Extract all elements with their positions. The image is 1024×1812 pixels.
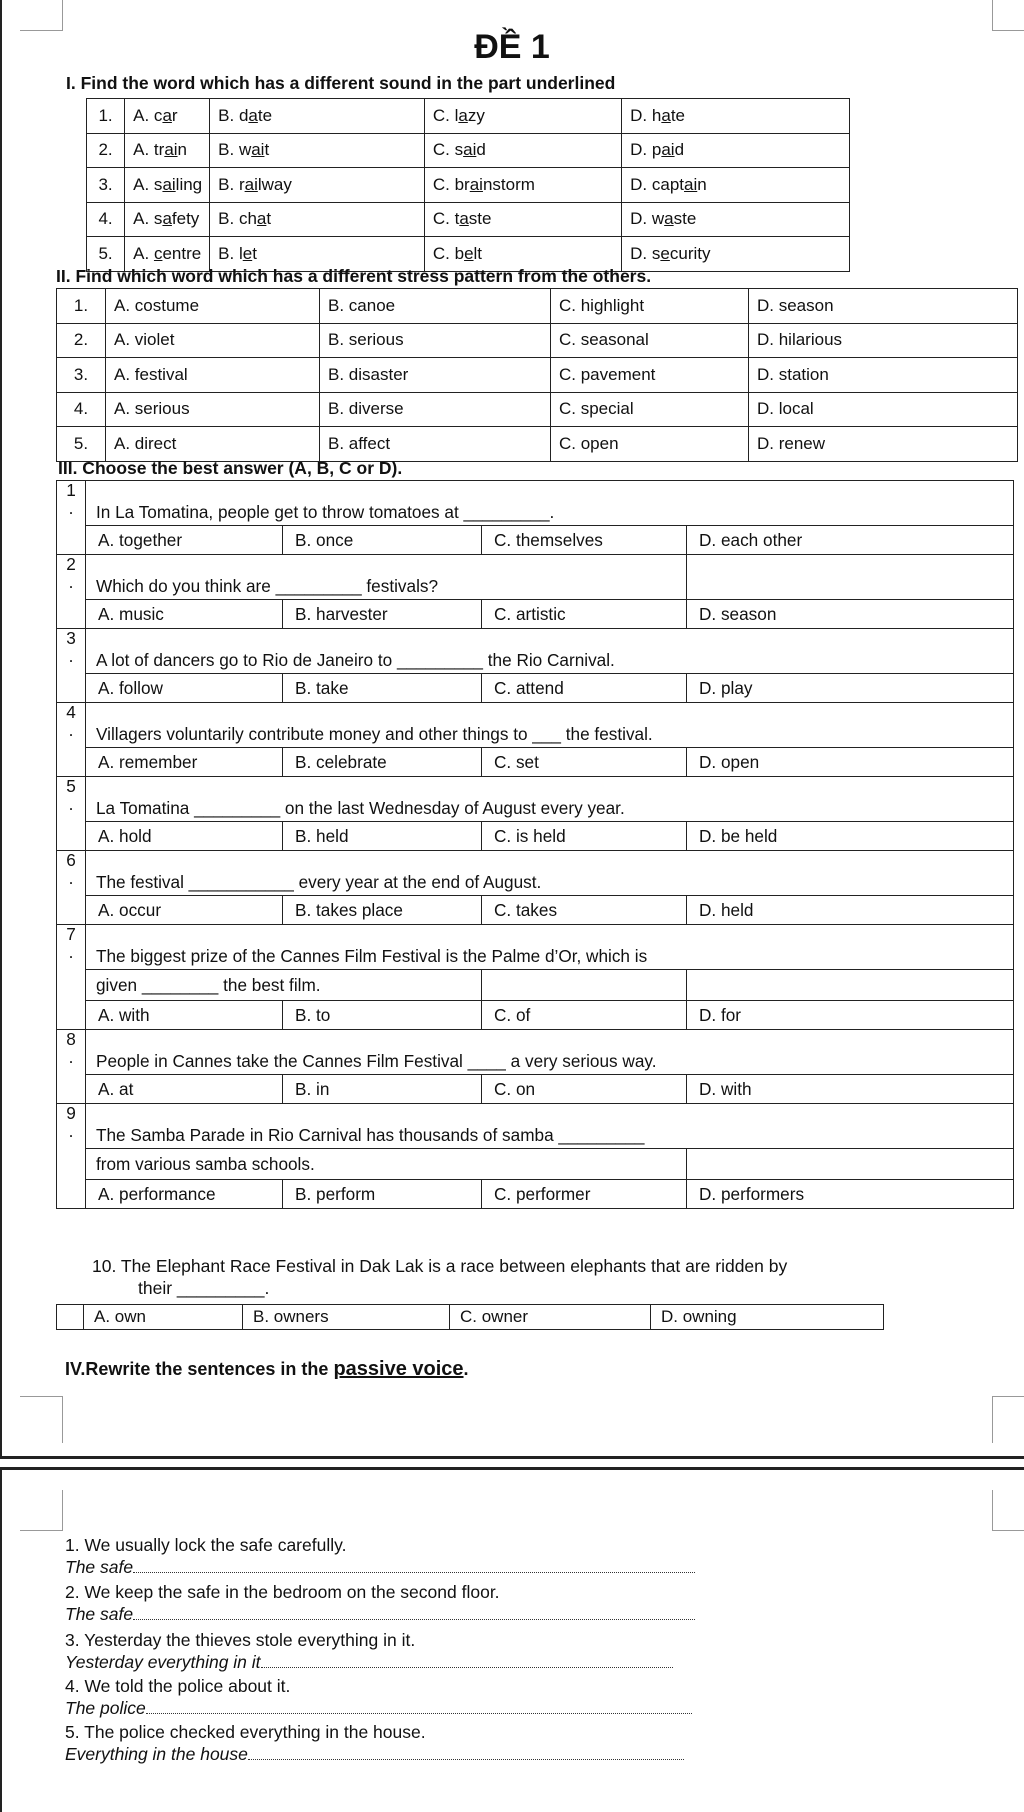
option-c: C. seasonal: [551, 323, 749, 358]
question-10-options: [56, 1304, 884, 1330]
option-b: B. to: [283, 1001, 482, 1030]
question-text: The Samba Parade in Rio Carnival has thousands of samba _________: [86, 1104, 1014, 1149]
number-dot: .: [68, 720, 74, 740]
question-row: [57, 851, 1014, 896]
option-c: C. special: [551, 392, 749, 427]
heading-text: IV.Rewrite the sentences in the: [65, 1359, 334, 1379]
rewrite-sentence: 4. We told the police about it.: [65, 1676, 291, 1696]
option-d: D. station: [749, 358, 1018, 393]
option-a: A. train: [125, 133, 210, 168]
option-b: B. chat: [210, 202, 425, 237]
question-row: [57, 925, 1014, 970]
number-digit: 9: [66, 1103, 76, 1123]
crop-mark: [992, 1490, 1024, 1531]
heading-period: .: [463, 1359, 469, 1379]
question-number: [57, 1104, 86, 1209]
underlined-part: ai: [244, 174, 258, 194]
option-d: D. security: [622, 237, 850, 272]
section3-heading: III. Choose the best answer (A, B, C or D).: [58, 458, 403, 478]
question-number: [57, 481, 86, 555]
option-d: D. owning: [651, 1305, 884, 1330]
underlined-part: ai: [469, 174, 483, 194]
option-c: C. takes: [482, 896, 687, 925]
question-text: Which do you think are _________ festivals?: [86, 555, 687, 600]
rewrite-sentence: 2. We keep the safe in the bedroom on the second floor.: [65, 1582, 500, 1602]
number-dot: .: [68, 498, 74, 518]
option-b: B. once: [283, 526, 482, 555]
question-text: In La Tomatina, people get to throw tomatoes at _________.: [86, 481, 1014, 526]
number-digit: 6: [66, 850, 76, 870]
answer-row: [57, 674, 1014, 703]
page-title: ĐỀ 1: [474, 28, 550, 66]
option-a: A. hold: [86, 822, 283, 851]
number-digit: 7: [66, 924, 76, 944]
page-left-border: [0, 1470, 2, 1812]
row-number: 4.: [87, 202, 125, 237]
table-row: [57, 358, 1018, 393]
rewrite-answer-line: [65, 1557, 695, 1578]
option-c: C. lazy: [424, 99, 621, 134]
crop-mark: [20, 1396, 63, 1443]
rewrite-sentence: 1. We usually lock the safe carefully.: [65, 1535, 347, 1555]
number-digit: 2: [66, 554, 76, 574]
option-b: B. take: [283, 674, 482, 703]
option-d: D. renew: [749, 427, 1018, 462]
question-text: their _________.: [138, 1278, 270, 1298]
rewrite-sentence: 5. The police checked everything in the house.: [65, 1722, 426, 1742]
answer-start: The safe: [65, 1557, 134, 1577]
row-number: 2.: [87, 133, 125, 168]
rewrite-answer-line: [65, 1744, 684, 1765]
option-d: D. season: [687, 600, 1014, 629]
crop-mark: [992, 0, 1024, 31]
question-row: [57, 1030, 1014, 1075]
option-a: A. sailing: [125, 168, 210, 203]
option-b: B. let: [210, 237, 425, 272]
option-a: A. music: [86, 600, 283, 629]
option-a: A. with: [86, 1001, 283, 1030]
question-row: [57, 970, 1014, 1001]
answer-start: Everything in the house: [65, 1744, 248, 1764]
answer-row: [57, 1180, 1014, 1209]
option-d: D. be held: [687, 822, 1014, 851]
answer-start: Yesterday everything in it: [65, 1652, 261, 1672]
number-dot: .: [68, 868, 74, 888]
option-c: C. performer: [482, 1180, 687, 1209]
question-text: Villagers voluntarily contribute money and other things to ___ the festival.: [86, 703, 1014, 748]
option-b: B. affect: [320, 427, 551, 462]
question-text: from various samba schools.: [86, 1149, 687, 1180]
option-d: D. waste: [622, 202, 850, 237]
table-row: [87, 99, 850, 134]
answer-row: [57, 1075, 1014, 1104]
number-dot: .: [68, 646, 74, 666]
underlined-part: a: [661, 105, 671, 125]
option-b: B. railway: [210, 168, 425, 203]
option-a: A. own: [84, 1305, 243, 1330]
option-d: D. open: [687, 748, 1014, 777]
underlined-part: a: [458, 105, 468, 125]
option-d: D. season: [749, 289, 1018, 324]
empty-cell: [482, 970, 687, 1001]
row-number: 3.: [57, 358, 106, 393]
option-c: C. on: [482, 1075, 687, 1104]
row-number: 2.: [57, 323, 106, 358]
crop-mark: [992, 1396, 1024, 1443]
rewrite-answer-line: [65, 1604, 695, 1625]
question-row: [57, 629, 1014, 674]
underlined-part: c: [153, 243, 163, 263]
option-d: D. performers: [687, 1180, 1014, 1209]
option-b: B. wait: [210, 133, 425, 168]
underlined-part: ai: [251, 140, 265, 160]
option-a: A. serious: [106, 392, 320, 427]
question-text: A lot of dancers go to Rio de Janeiro to _________ the Rio Carnival.: [86, 629, 1014, 674]
question-text: given ________ the best film.: [86, 970, 482, 1001]
rewrite-answer-line: [65, 1698, 692, 1719]
option-a: A. violet: [106, 323, 320, 358]
table-row: [87, 168, 850, 203]
option-a: A. together: [86, 526, 283, 555]
stress-table: [56, 288, 1018, 462]
table-row: [57, 392, 1018, 427]
option-d: D. hilarious: [749, 323, 1018, 358]
underlined-part: a: [256, 209, 267, 229]
number-dot: .: [68, 942, 74, 962]
option-b: B. canoe: [320, 289, 551, 324]
section1-heading: I. Find the word which has a different sound in the part underlined: [66, 73, 616, 93]
empty-cell: [687, 970, 1014, 1001]
rewrite-sentence: 3. Yesterday the thieves stole everything in it.: [65, 1630, 416, 1650]
table-row: [57, 289, 1018, 324]
section2-heading: II. Find which word which has a different stress pattern from the others.: [56, 266, 652, 286]
answer-row: [57, 748, 1014, 777]
option-c: C. said: [424, 133, 621, 168]
option-d: D. with: [687, 1075, 1014, 1104]
option-a: A. festival: [106, 358, 320, 393]
row-number: 1.: [87, 99, 125, 134]
rewrite-answer-line: [65, 1652, 673, 1673]
answer-blank: [146, 1699, 692, 1714]
option-c: C. attend: [482, 674, 687, 703]
answer-row: [57, 822, 1014, 851]
question-number: [57, 555, 86, 629]
underlined-part: a: [162, 209, 172, 229]
option-a: A. costume: [106, 289, 320, 324]
option-a: A. occur: [86, 896, 283, 925]
option-d: D. play: [687, 674, 1014, 703]
option-c: C. highlight: [551, 289, 749, 324]
question-row: [57, 481, 1014, 526]
option-c: C. of: [482, 1001, 687, 1030]
question-row: [57, 555, 1014, 600]
question-text: La Tomatina _________ on the last Wednesday of August every year.: [86, 777, 1014, 822]
question-number: [57, 703, 86, 777]
underlined-part: e: [464, 243, 474, 263]
option-c: C. owner: [450, 1305, 651, 1330]
page-left-border: [0, 0, 2, 1456]
row-number: 3.: [87, 168, 125, 203]
option-c: C. themselves: [482, 526, 687, 555]
option-b: B. in: [283, 1075, 482, 1104]
number-digit: 4: [66, 702, 76, 722]
number-digit: 1: [66, 480, 76, 500]
question-row: [57, 1104, 1014, 1149]
page-separator: [0, 1456, 1024, 1470]
underlined-part: ai: [463, 140, 477, 160]
row-number: 4.: [57, 392, 106, 427]
option-b: B. date: [210, 99, 425, 134]
option-a: A. follow: [86, 674, 283, 703]
underlined-part: e: [660, 243, 670, 263]
underlined-part: ai: [684, 174, 698, 194]
answer-blank: [133, 1558, 695, 1573]
sound-table: [86, 98, 850, 272]
underlined-part: ai: [162, 174, 176, 194]
option-a: A. safety: [125, 202, 210, 237]
option-b: B. held: [283, 822, 482, 851]
row-number: 1.: [57, 289, 106, 324]
table-row: [57, 323, 1018, 358]
crop-mark: [20, 0, 63, 31]
question-10: [92, 1255, 787, 1299]
option-c: C. taste: [424, 202, 621, 237]
question-number: [57, 851, 86, 925]
answer-row: [57, 526, 1014, 555]
number-dot: .: [68, 572, 74, 592]
option-d: D. paid: [622, 133, 850, 168]
option-d: D. for: [687, 1001, 1014, 1030]
answer-blank: [248, 1745, 684, 1760]
passive-voice-text: passive voice: [333, 1358, 464, 1380]
answer-row: [57, 1001, 1014, 1030]
blank-cell: [57, 1305, 84, 1330]
table-row: [87, 202, 850, 237]
option-b: B. disaster: [320, 358, 551, 393]
option-d: D. captain: [622, 168, 850, 203]
option-d: D. hate: [622, 99, 850, 134]
table-row: [87, 133, 850, 168]
option-a: A. car: [125, 99, 210, 134]
question-text: 10. The Elephant Race Festival in Dak Lak is a race between elephants that are ridden by: [92, 1256, 788, 1276]
option-c: C. artistic: [482, 600, 687, 629]
underlined-part: a: [162, 105, 172, 125]
question-text: The biggest prize of the Cannes Film Festival is the Palme d’Or, which is: [86, 925, 1014, 970]
option-b: B. owners: [243, 1305, 450, 1330]
option-d: D. local: [749, 392, 1018, 427]
answer-row: [57, 600, 1014, 629]
option-b: B. celebrate: [283, 748, 482, 777]
answer-start: The safe: [65, 1604, 134, 1624]
option-a: A. direct: [106, 427, 320, 462]
option-c: C. brainstorm: [424, 168, 621, 203]
question-number: [57, 1030, 86, 1104]
number-digit: 8: [66, 1029, 76, 1049]
row-number: 5.: [57, 427, 106, 462]
empty-cell: [687, 555, 1014, 600]
option-c: C. is held: [482, 822, 687, 851]
answer-start: The police: [65, 1698, 146, 1718]
option-c: C. pavement: [551, 358, 749, 393]
answer-row: [57, 896, 1014, 925]
question-text: People in Cannes take the Cannes Film Festival ____ a very serious way.: [86, 1030, 1014, 1075]
empty-cell: [687, 1149, 1014, 1180]
answer-blank: [261, 1653, 673, 1668]
crop-mark: [20, 1490, 63, 1531]
option-a: A. centre: [125, 237, 210, 272]
number-dot: .: [68, 1121, 74, 1141]
choice-table: [56, 480, 1014, 1209]
option-b: B. diverse: [320, 392, 551, 427]
question-row: [57, 703, 1014, 748]
option-b: B. serious: [320, 323, 551, 358]
question-number: [57, 777, 86, 851]
underlined-part: ai: [164, 140, 178, 160]
underlined-part: ai: [661, 140, 675, 160]
option-b: B. harvester: [283, 600, 482, 629]
question-row: [57, 1149, 1014, 1180]
answer-blank: [133, 1605, 695, 1620]
question-text: The festival ___________ every year at the end of August.: [86, 851, 1014, 896]
question-row: [57, 777, 1014, 822]
option-b: B. perform: [283, 1180, 482, 1209]
section4-heading: [65, 1358, 469, 1381]
underlined-part: a: [664, 209, 674, 229]
option-c: C. set: [482, 748, 687, 777]
option-b: B. takes place: [283, 896, 482, 925]
option-c: C. belt: [424, 237, 621, 272]
underlined-part: a: [248, 105, 258, 125]
underlined-part: a: [459, 209, 469, 229]
number-dot: .: [68, 794, 74, 814]
option-a: A. performance: [86, 1180, 283, 1209]
option-a: A. at: [86, 1075, 283, 1104]
number-digit: 3: [66, 628, 76, 648]
number-digit: 5: [66, 776, 76, 796]
option-c: C. open: [551, 427, 749, 462]
question-number: [57, 925, 86, 1030]
number-dot: .: [68, 1047, 74, 1067]
option-a: A. remember: [86, 748, 283, 777]
option-d: D. held: [687, 896, 1014, 925]
option-d: D. each other: [687, 526, 1014, 555]
table-row: [57, 427, 1018, 462]
underlined-part: e: [242, 243, 253, 263]
row-number: 5.: [87, 237, 125, 272]
question-number: [57, 629, 86, 703]
